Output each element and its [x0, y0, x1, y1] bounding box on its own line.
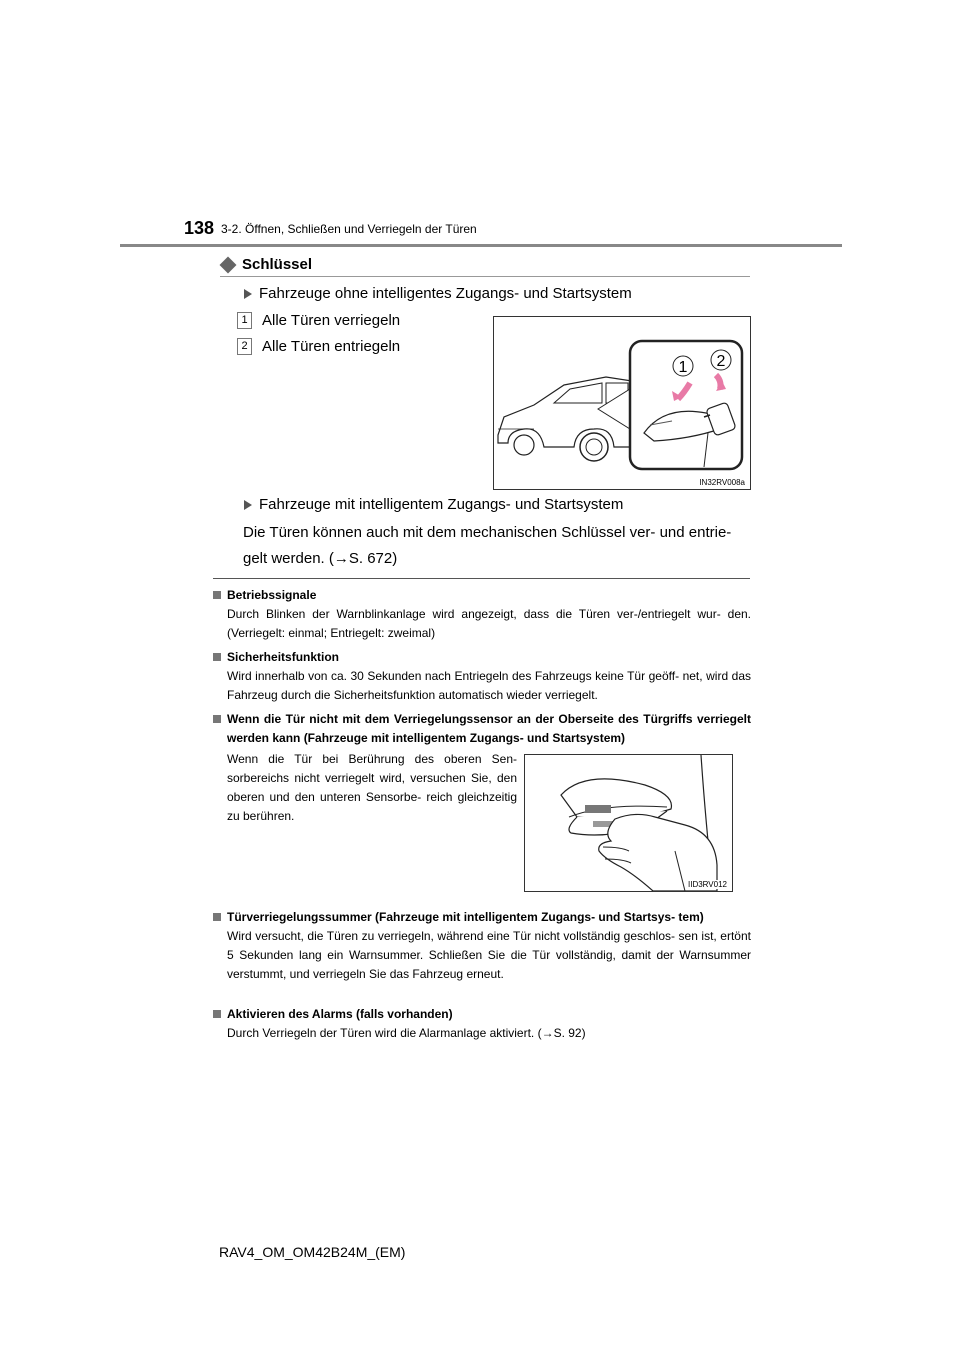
page-number: 138 — [184, 218, 215, 238]
note-sensor — [213, 710, 751, 748]
note-title-text: Türverriegelungssummer (Fahrzeuge mit intelligentem Zugangs- und Startsys- tem) — [227, 910, 704, 924]
step-text-1: Alle Türen verriegeln — [262, 312, 401, 329]
square-bullet-icon — [213, 591, 221, 599]
callout-1: 1 — [678, 359, 688, 376]
square-bullet-icon — [213, 1010, 221, 1018]
note-sicherheitsfunktion — [213, 648, 751, 705]
note-body: Durch Verriegeln der Türen wird die Alarmanlage aktiviert. (→S. 92) — [227, 1026, 586, 1040]
figure-code: IID3RV012 — [688, 880, 727, 889]
note-alarm — [213, 1005, 751, 1043]
note-summer — [213, 908, 751, 984]
header-rule — [120, 244, 842, 247]
note-title-text: Wenn die Tür nicht mit dem Verriegelungssensor an der Oberseite des Türgriffs verriegelt werden kann (Fahrzeuge mit intelligentem Zugangs- und Startsystem) — [227, 712, 751, 745]
note-title — [213, 586, 751, 605]
note-title — [213, 1005, 751, 1024]
step-text-2: Alle Türen entriegeln — [262, 338, 401, 355]
subheading-without-system — [244, 285, 632, 302]
note-body: Durch Blinken der Warnblinkanlage wird angezeigt, dass die Türen ver-/entriegelt wur- den. (Verriegelt: einmal; Entriegelt: zweimal) — [227, 607, 751, 640]
door-handle-figure — [524, 754, 733, 892]
doc-code: RAV4_OM_OM42B24M_(EM) — [219, 1244, 406, 1260]
figure-code: IN32RV008a — [699, 478, 745, 487]
step-number-1: 1 — [237, 312, 252, 329]
step-number-2: 2 — [237, 338, 252, 355]
note-body: Wird innerhalb von ca. 30 Sekunden nach Entriegeln des Fahrzeugs keine Tür geöff- net, wird das Fahrzeug durch die Sicherheitsfunktion automatisch wieder verriegelt. — [227, 669, 751, 702]
hand-handle-illustration — [525, 755, 732, 891]
square-bullet-icon — [213, 715, 221, 723]
note-title-text: Sicherheitsfunktion — [227, 650, 340, 664]
key-section-rule — [220, 276, 750, 277]
subheading-with-system — [244, 496, 623, 513]
note-body: Wird versucht, die Türen zu verriegeln, während eine Tür nicht vollständig geschlos- sen ist, ertönt 5 Sekunden lang ein Warnsummer. Schließen Sie die Tür vollständig, damit der Warnsummer verstummt, und verriegeln Sie das Fahrzeug erneut. — [227, 929, 751, 981]
note-title-text: Betriebssignale — [227, 588, 317, 602]
car-key-illustration — [494, 317, 750, 489]
note-title — [213, 710, 751, 748]
section-title: 3-2. Öffnen, Schließen und Verriegeln der Türen — [221, 222, 477, 236]
square-bullet-icon — [213, 653, 221, 661]
key-section-title — [220, 256, 312, 273]
note-sensor-body: Wenn die Tür bei Berührung des oberen Sen- sorbereichs nicht verriegelt wird, versuchen Sie, den oberen und den unteren Sensorbe- reich gleichzeitig zu berühren. — [227, 752, 517, 823]
notes-rule — [213, 578, 750, 579]
step-item-2 — [237, 338, 400, 355]
mechanical-key-text: Die Türen können auch mit dem mechanischen Schlüssel ver- und entrie- gelt werden. (→S. 672) — [243, 524, 732, 567]
key-lock-figure — [493, 316, 751, 490]
subheading-text: Fahrzeuge mit intelligentem Zugangs- und Startsystem — [259, 496, 624, 513]
key-section-title-text: Schlüssel — [242, 256, 313, 273]
note-title — [213, 648, 751, 667]
note-betriebssignale — [213, 586, 751, 643]
step-item-1 — [237, 312, 400, 329]
triangle-bullet-icon — [244, 289, 252, 299]
triangle-bullet-icon — [244, 500, 252, 510]
note-title — [213, 908, 751, 927]
square-bullet-icon — [213, 913, 221, 921]
note-title-text: Aktivieren des Alarms (falls vorhanden) — [227, 1007, 453, 1021]
callout-2: 2 — [716, 353, 726, 370]
subheading-text: Fahrzeuge ohne intelligentes Zugangs- und Startsystem — [259, 285, 632, 302]
diamond-bullet-icon — [220, 256, 237, 273]
